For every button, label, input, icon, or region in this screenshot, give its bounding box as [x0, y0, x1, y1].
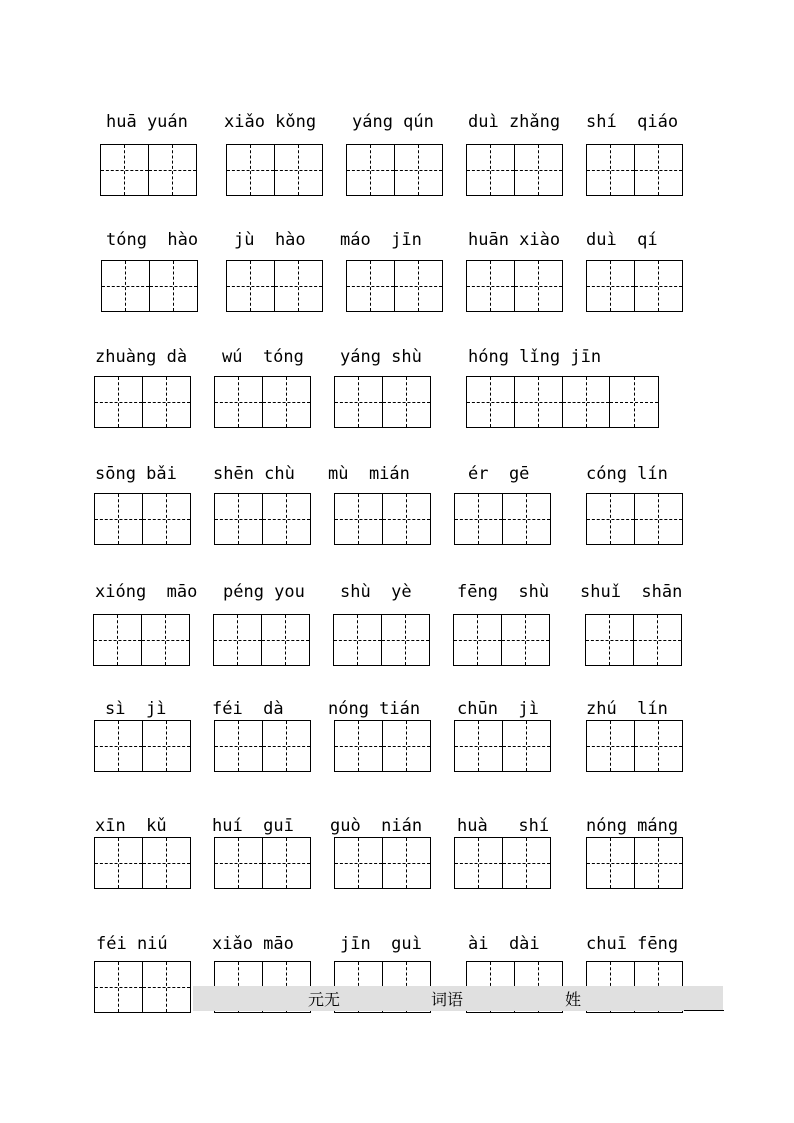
- pinyin-label: xiǎo māo: [212, 934, 294, 954]
- writing-grid[interactable]: [94, 376, 191, 428]
- tianzige-cell[interactable]: [102, 261, 150, 311]
- tianzige-cell[interactable]: [215, 377, 263, 427]
- pinyin-label: péng you: [223, 582, 305, 602]
- writing-grid[interactable]: [214, 837, 311, 889]
- pinyin-label: féi dà: [212, 699, 284, 719]
- writing-grid[interactable]: [454, 493, 551, 545]
- writing-grid[interactable]: [94, 493, 191, 545]
- tianzige-cell[interactable]: [467, 145, 515, 195]
- writing-grid[interactable]: [213, 614, 310, 666]
- writing-grid[interactable]: [466, 144, 563, 196]
- tianzige-cell[interactable]: [95, 494, 143, 544]
- tianzige-cell[interactable]: [587, 838, 635, 888]
- pinyin-label: duì zhǎng: [468, 112, 561, 132]
- footer-text-3: 姓: [565, 990, 582, 1009]
- pinyin-label: hóng lǐng jīn: [468, 347, 602, 367]
- writing-grid[interactable]: [226, 260, 323, 312]
- writing-grid[interactable]: [94, 837, 191, 889]
- tianzige-cell[interactable]: [502, 615, 550, 665]
- writing-grid[interactable]: [334, 493, 431, 545]
- tianzige-cell[interactable]: [263, 494, 311, 544]
- pinyin-label: wú tóng: [222, 347, 304, 367]
- tianzige-cell[interactable]: [563, 377, 611, 427]
- writing-grid[interactable]: [93, 614, 190, 666]
- tianzige-cell[interactable]: [94, 615, 142, 665]
- pinyin-label: xióng māo: [95, 582, 198, 602]
- pinyin-label: chūn jì: [457, 699, 539, 719]
- pinyin-label: sì jì: [105, 699, 167, 719]
- tianzige-cell[interactable]: [215, 494, 263, 544]
- writing-grid[interactable]: [101, 260, 198, 312]
- tianzige-cell[interactable]: [335, 494, 383, 544]
- tianzige-cell[interactable]: [95, 721, 143, 771]
- pinyin-label: huà shí: [457, 816, 550, 836]
- writing-grid[interactable]: [334, 376, 431, 428]
- tianzige-cell[interactable]: [503, 838, 551, 888]
- pinyin-label: xīn kǔ: [95, 816, 167, 836]
- tianzige-cell[interactable]: [227, 261, 275, 311]
- pinyin-label: máo jīn: [340, 230, 422, 250]
- pinyin-label: huā yuán: [106, 112, 188, 132]
- writing-grid[interactable]: [466, 376, 659, 428]
- tianzige-cell[interactable]: [262, 615, 310, 665]
- writing-grid[interactable]: [334, 720, 431, 772]
- tianzige-cell[interactable]: [587, 261, 635, 311]
- pinyin-label: zhú lín: [586, 699, 668, 719]
- tianzige-cell[interactable]: [610, 377, 658, 427]
- tianzige-cell[interactable]: [143, 838, 191, 888]
- writing-grid[interactable]: [214, 720, 311, 772]
- pinyin-label: xiǎo kǒng: [224, 112, 317, 132]
- pinyin-label: fēng shù: [457, 582, 550, 602]
- pinyin-label: shù yè: [340, 582, 412, 602]
- pinyin-label: yáng qún: [352, 112, 434, 132]
- pinyin-label: tóng hào: [106, 230, 199, 250]
- tianzige-cell[interactable]: [382, 615, 430, 665]
- tianzige-cell[interactable]: [347, 261, 395, 311]
- pinyin-label: shí qiáo: [586, 112, 679, 132]
- tianzige-cell[interactable]: [334, 615, 382, 665]
- footer-text-2: 词语: [431, 990, 464, 1009]
- writing-grid[interactable]: [214, 493, 311, 545]
- tianzige-cell[interactable]: [586, 615, 634, 665]
- tianzige-cell[interactable]: [395, 261, 443, 311]
- tianzige-cell[interactable]: [635, 838, 683, 888]
- tianzige-cell[interactable]: [263, 838, 311, 888]
- pinyin-label: shuǐ shān: [580, 582, 683, 602]
- tianzige-cell[interactable]: [587, 145, 635, 195]
- tianzige-cell[interactable]: [455, 838, 503, 888]
- tianzige-cell[interactable]: [634, 615, 682, 665]
- tianzige-cell[interactable]: [503, 721, 551, 771]
- writing-grid[interactable]: [586, 493, 683, 545]
- pinyin-label: zhuàng dà: [95, 347, 188, 367]
- tianzige-cell[interactable]: [383, 838, 431, 888]
- writing-grid[interactable]: [100, 144, 197, 196]
- tianzige-cell[interactable]: [454, 615, 502, 665]
- pinyin-label: yáng shù: [340, 347, 422, 367]
- pinyin-label: ér gē: [468, 464, 530, 484]
- writing-grid[interactable]: [333, 614, 430, 666]
- tianzige-cell[interactable]: [214, 615, 262, 665]
- pinyin-label: shēn chù: [213, 464, 295, 484]
- tianzige-cell[interactable]: [95, 962, 143, 1012]
- tianzige-cell[interactable]: [467, 261, 515, 311]
- writing-grid[interactable]: [346, 260, 443, 312]
- tianzige-cell[interactable]: [503, 494, 551, 544]
- tianzige-cell[interactable]: [515, 261, 563, 311]
- pinyin-label: nóng tián: [328, 699, 421, 719]
- pinyin-label: duì qí: [586, 230, 658, 250]
- tianzige-cell[interactable]: [635, 721, 683, 771]
- pinyin-label: jīn guì: [340, 934, 422, 954]
- tianzige-cell[interactable]: [263, 721, 311, 771]
- tianzige-cell[interactable]: [635, 145, 683, 195]
- tianzige-cell[interactable]: [335, 377, 383, 427]
- tianzige-cell[interactable]: [383, 494, 431, 544]
- tianzige-cell[interactable]: [143, 377, 191, 427]
- tianzige-cell[interactable]: [347, 145, 395, 195]
- tianzige-cell[interactable]: [335, 721, 383, 771]
- writing-grid[interactable]: [466, 260, 563, 312]
- writing-grid[interactable]: [454, 837, 551, 889]
- pinyin-label: huí guī: [212, 816, 294, 836]
- pinyin-label: huān xiào: [468, 230, 561, 250]
- writing-grid[interactable]: [94, 961, 191, 1013]
- tianzige-cell[interactable]: [515, 145, 563, 195]
- tianzige-cell[interactable]: [395, 145, 443, 195]
- tianzige-cell[interactable]: [383, 721, 431, 771]
- tianzige-cell[interactable]: [143, 494, 191, 544]
- tianzige-cell[interactable]: [143, 721, 191, 771]
- writing-grid[interactable]: [586, 720, 683, 772]
- pinyin-label: sōng bǎi: [95, 464, 177, 484]
- tianzige-cell[interactable]: [150, 261, 198, 311]
- tianzige-cell[interactable]: [95, 377, 143, 427]
- tianzige-cell[interactable]: [227, 145, 275, 195]
- tianzige-cell[interactable]: [587, 494, 635, 544]
- writing-grid[interactable]: [346, 144, 443, 196]
- pinyin-label: ài dài: [468, 934, 540, 954]
- writing-grid[interactable]: [586, 144, 683, 196]
- tianzige-cell[interactable]: [215, 721, 263, 771]
- writing-grid[interactable]: [585, 614, 682, 666]
- tianzige-cell[interactable]: [275, 261, 323, 311]
- tianzige-cell[interactable]: [455, 494, 503, 544]
- tianzige-cell[interactable]: [635, 494, 683, 544]
- pinyin-label: mù mián: [328, 464, 410, 484]
- pinyin-label: cóng lín: [586, 464, 668, 484]
- tianzige-cell[interactable]: [467, 377, 515, 427]
- pinyin-label: féi niú: [96, 934, 168, 954]
- tianzige-cell[interactable]: [143, 962, 191, 1012]
- tianzige-cell[interactable]: [335, 838, 383, 888]
- tianzige-cell[interactable]: [275, 145, 323, 195]
- pinyin-label: jù hào: [234, 230, 306, 250]
- pinyin-label: guò nián: [330, 816, 423, 836]
- writing-grid[interactable]: [214, 376, 311, 428]
- writing-grid[interactable]: [453, 614, 550, 666]
- writing-grid[interactable]: [226, 144, 323, 196]
- writing-grid[interactable]: [586, 837, 683, 889]
- tianzige-cell[interactable]: [101, 145, 149, 195]
- tianzige-cell[interactable]: [149, 145, 197, 195]
- tianzige-cell[interactable]: [383, 377, 431, 427]
- tianzige-cell[interactable]: [587, 721, 635, 771]
- pinyin-label: chuī fēng: [586, 934, 679, 954]
- writing-grid[interactable]: [454, 720, 551, 772]
- tianzige-cell[interactable]: [263, 377, 311, 427]
- tianzige-cell[interactable]: [215, 838, 263, 888]
- footer-underline: [684, 1010, 724, 1011]
- tianzige-cell[interactable]: [635, 261, 683, 311]
- writing-grid[interactable]: [94, 720, 191, 772]
- tianzige-cell[interactable]: [455, 721, 503, 771]
- tianzige-cell[interactable]: [95, 838, 143, 888]
- tianzige-cell[interactable]: [515, 377, 563, 427]
- footer-text-1: 元无: [308, 990, 341, 1009]
- pinyin-label: nóng máng: [586, 816, 679, 836]
- tianzige-cell[interactable]: [142, 615, 190, 665]
- writing-grid[interactable]: [586, 260, 683, 312]
- writing-grid[interactable]: [334, 837, 431, 889]
